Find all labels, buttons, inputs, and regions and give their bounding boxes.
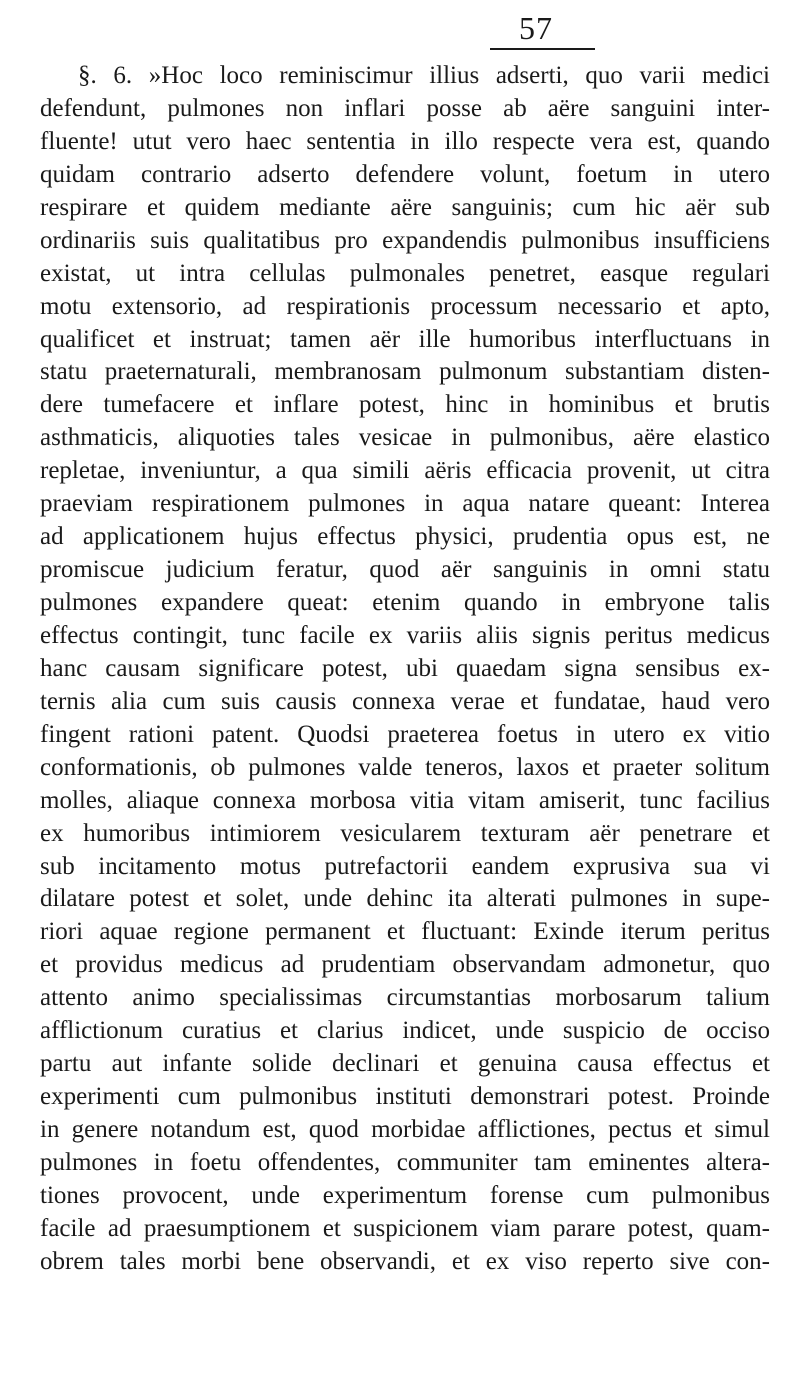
header-rule <box>490 48 595 50</box>
text-line: facile ad praesumptionem et suspicionem viam parare potest, quam- <box>40 1214 770 1242</box>
text-line: respirare et quidem mediante aëre sanguinis; cum hic aër sub <box>40 193 770 221</box>
text-line: promiscue judicium feratur, quod aër sanguinis in omni statu <box>40 556 770 584</box>
text-line: molles, aliaque connexa morbosa vitia vitam amiserit, tunc facilius <box>40 786 770 814</box>
text-line: praeviam respirationem pulmones in aqua natare queant: Interea <box>40 490 770 518</box>
text-line: et providus medicus ad prudentiam observandam admonetur, quo <box>40 951 770 979</box>
text-line: quidam contrario adserto defendere volunt, foetum in utero <box>40 160 770 188</box>
text-line: qualificet et instruat; tamen aër ille humoribus interfluctuans in <box>40 325 770 353</box>
text-line: partu aut infante solide declinari et genuina causa effectus et <box>40 1050 770 1078</box>
text-line: pulmones expandere queat: etenim quando in embryone talis <box>40 589 770 616</box>
text-line: attento animo specialissimas circumstantias morbosarum talium <box>40 984 770 1012</box>
text-line: hanc causam significare potest, ubi quaedam signa sensibus ex- <box>40 654 770 682</box>
text-line: obrem tales morbi bene observandi, et ex viso reperto sive con- <box>40 1247 770 1275</box>
text-line: conformationis, ob pulmones valde teneros, laxos et praeter solitum <box>40 753 770 781</box>
text-line: fluente! utut vero haec sententia in illo respecte vera est, quando <box>40 127 770 155</box>
text-line: effectus contingit, tunc facile ex variis aliis signis peritus medicus <box>40 621 770 649</box>
text-line: fingent rationi patent. Quodsi praeterea foetus in utero ex vitio <box>40 720 770 748</box>
text-line: statu praeternaturali, membranosam pulmonum substantiam disten- <box>40 358 770 386</box>
text-line: existat, ut intra cellulas pulmonales penetret, easque regulari <box>40 259 770 287</box>
text-line: §. 6. »Hoc loco reminiscimur illius adserti, quo varii medici <box>78 62 770 89</box>
text-line: ternis alia cum suis causis connexa verae et fundatae, haud vero <box>40 687 770 715</box>
text-line: pulmones in foetu offendentes, communiter tam eminentes altera- <box>40 1148 770 1176</box>
text-line: experimenti cum pulmonibus instituti demonstrari potest. Proinde <box>40 1083 770 1111</box>
text-line: ad applicationem hujus effectus physici, prudentia opus est, ne <box>40 523 770 551</box>
text-line: asthmaticis, aliquoties tales vesicae in pulmonibus, aëre elastico <box>40 424 770 452</box>
text-line: ex humoribus intimiorem vesicularem texturam aër penetrare et <box>40 819 770 847</box>
section-body <box>40 60 770 1279</box>
text-line: dere tumefacere et inflare potest, hinc in hominibus et brutis <box>40 391 770 419</box>
text-line: dilatare potest et solet, unde dehinc ita alterati pulmones in supe- <box>40 885 770 913</box>
text-line: tiones provocent, unde experimentum forense cum pulmonibus <box>40 1181 770 1209</box>
text-line: defendunt, pulmones non inflari posse ab aëre sanguini inter- <box>40 94 770 122</box>
page-number: 57 <box>519 10 553 46</box>
text-line: repletae, inveniuntur, a qua simili aëris efficacia provenit, ut citra <box>40 457 770 485</box>
text-line: sub incitamento motus putrefactorii eandem exprusiva sua vi <box>40 852 770 880</box>
text-line: ordinariis suis qualitatibus pro expandendis pulmonibus insufficiens <box>40 226 770 254</box>
text-line: afflictionum curatius et clarius indicet, unde suspicio de occiso <box>40 1017 770 1045</box>
text-line: in genere notandum est, quod morbidae afflictiones, pectus et simul <box>40 1116 770 1143</box>
text-line: riori aquae regione permanent et fluctuant: Exinde iterum peritus <box>40 918 770 946</box>
text-line: motu extensorio, ad respirationis processum necessario et apto, <box>40 292 770 320</box>
